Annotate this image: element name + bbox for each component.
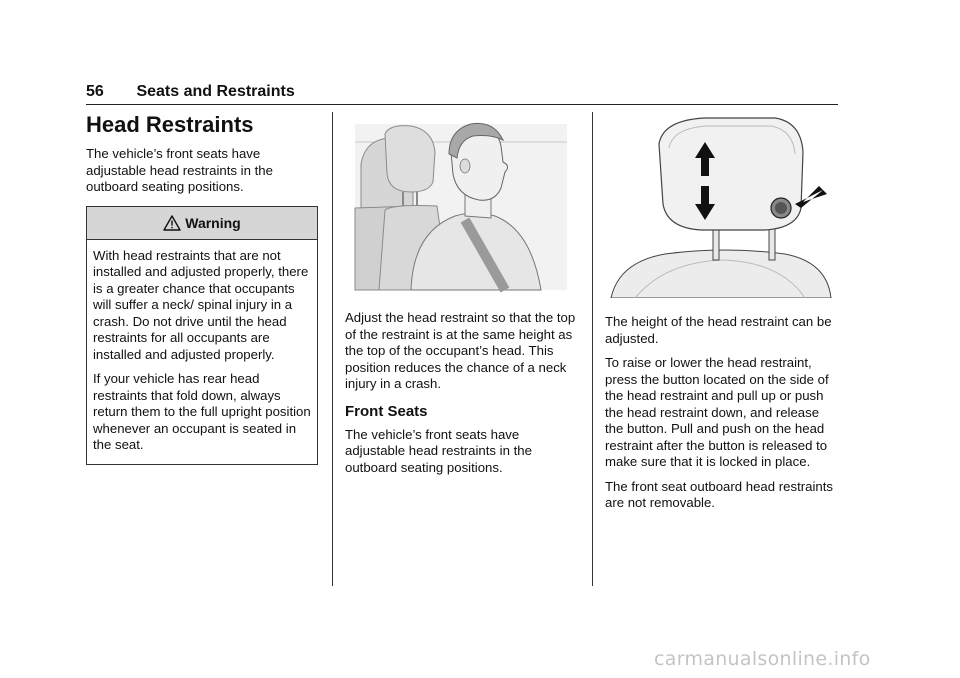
occupant-head-restraint-illustration: [345, 112, 579, 294]
page-number: 56: [86, 83, 104, 100]
column-3: [605, 112, 839, 520]
watermark: carmanualsonline.info: [654, 648, 871, 670]
warning-box: [86, 206, 318, 465]
front-seats-heading: Front Seats: [345, 402, 428, 420]
height-text: The height of the head restraint can be adjusted.: [605, 314, 832, 346]
warning-header: [87, 207, 317, 240]
page-header: [86, 82, 838, 105]
raise-lower-text: To raise or lower the head restraint, press the button located on the side of the head restraint and pull up or push the head restraint down, and release the button. Pull and push on the head restraint after the button is released to make sure that it is locked in place.: [605, 355, 829, 469]
column-1: [86, 112, 320, 465]
warning-triangle-icon: [163, 215, 181, 231]
column-divider: [592, 112, 593, 586]
section-title: Seats and Restraints: [136, 83, 295, 100]
front-seats-text: The vehicle’s front seats have adjustable head restraints in the outboard seating positions.: [345, 426, 532, 475]
page-title: Head Restraints: [86, 112, 254, 137]
warning-text-1: With head restraints that are not installed and adjusted properly, there is a greater chance that occupants will suffer a neck/ spinal injury in a crash. Do not drive until the head restraints for all occupants are installed and adjusted properly.: [93, 247, 309, 362]
not-removable-text: The front seat outboard head restraints are not removable.: [605, 478, 833, 510]
column-2: [345, 112, 579, 484]
warning-text-2: If your vehicle has rear head restraints that fold down, always return them to the full upright position whenever an occupant is seated in the seat.: [93, 371, 311, 452]
warning-body: [87, 240, 317, 464]
intro-text: The vehicle’s front seats have adjustable head restraints in the outboard seating positions.: [86, 146, 273, 194]
adjust-text: Adjust the head restraint so that the top of the restraint is at the same height as the top of the occupant’s head. This position reduces the chance of a neck injury in a crash.: [345, 310, 576, 391]
head-restraint-adjust-illustration: [605, 112, 839, 298]
column-divider: [332, 112, 333, 586]
warning-label: Warning: [185, 214, 241, 231]
